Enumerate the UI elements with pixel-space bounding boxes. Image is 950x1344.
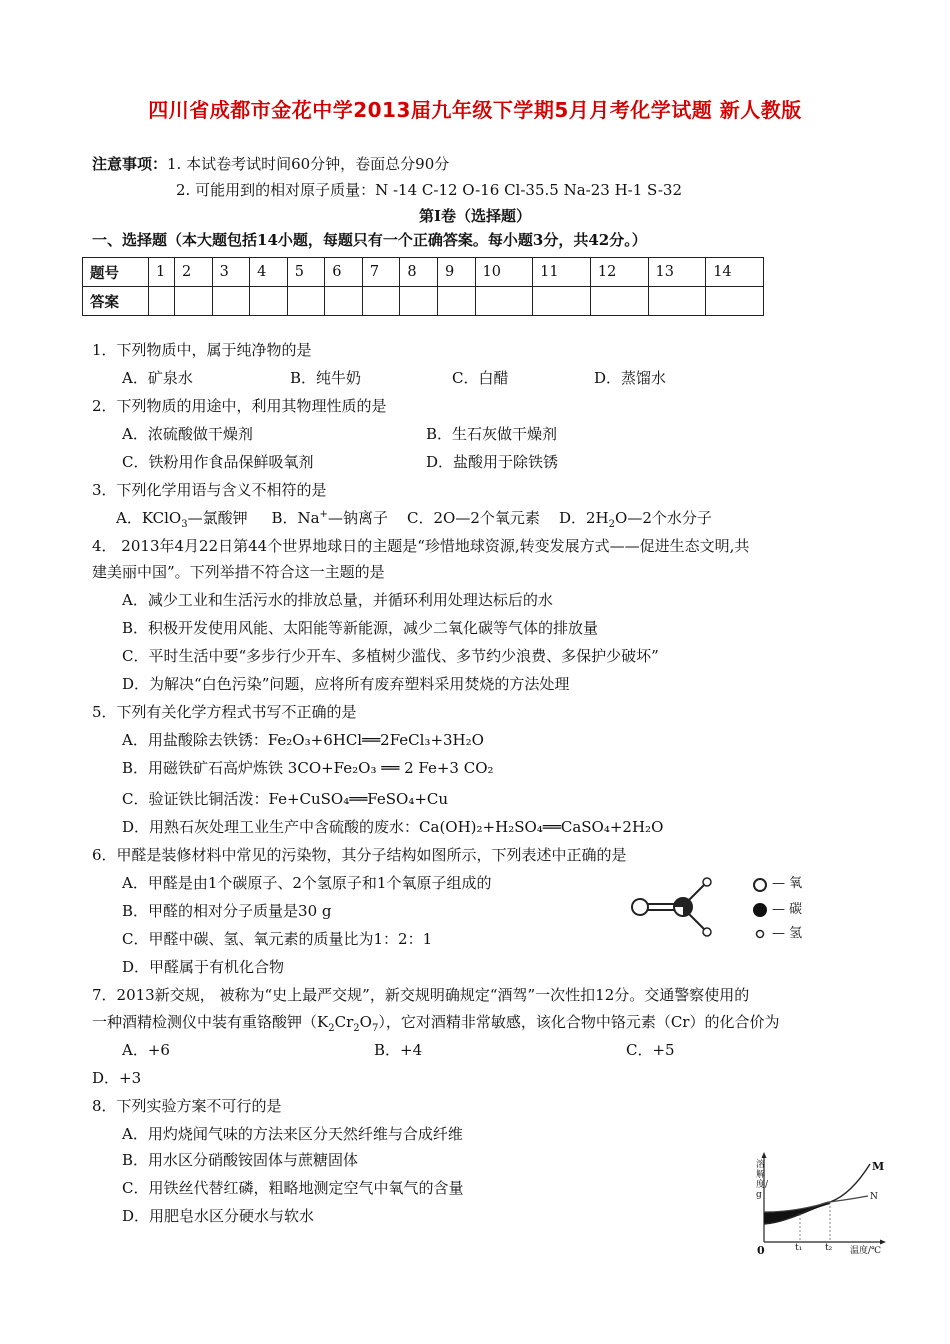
q3-a-sub: 3 [181,519,188,530]
q3-d-post: O—2个水分子 [615,509,712,527]
q2-stem: 2．下列物质的用途中，利用其物理性质的是 [92,397,387,415]
table-cell-label: 答案 [83,287,149,316]
curve-n [764,1196,868,1212]
q7-stem-post: ），它对酒精非常敏感，该化合物中铬元素（Cr）的化合价为 [378,1013,780,1031]
q3-option-b [271,509,388,527]
q3-option-a [116,509,248,530]
q7-stem-cr: Cr [334,1013,354,1031]
answer-blank[interactable] [212,287,250,316]
q5-stem: 5．下列有关化学方程式书写不正确的是 [92,703,357,721]
q6-option-b: B．甲醛的相对分子质量是30 g [122,902,332,920]
table-cell: 5 [287,258,325,287]
q8-option-d: D．用肥皂水区分硬水与软水 [122,1207,315,1225]
answer-blank[interactable] [175,287,213,316]
q4-option-b: B．积极开发使用风能、太阳能等新能源，减少二氧化碳等气体的排放量 [122,619,599,637]
legend-carbon-icon [753,903,767,917]
q1-option-c: C．白醋 [452,369,509,387]
solubility-curve-figure [752,1150,892,1258]
table-cell: 7 [362,258,400,287]
q8-option-b: B．用水区分硝酸铵固体与蔗糖固体 [122,1151,359,1169]
table-cell: 13 [648,258,706,287]
graph-curve-m-label: M [872,1160,885,1173]
formaldehyde-molecule-diagram [620,865,840,945]
notes-text-1: 1. 本试卷考试时间60分钟，卷面总分90分 [167,155,450,173]
q4-stem-line-2: 建美丽中国”。下列举措不符合这一主题的是 [92,563,385,581]
table-row [83,287,764,316]
q6-option-a: A．甲醛是由1个碳原子、2个氢原子和1个氧原子组成的 [122,874,492,892]
graph-curve-n-label: N [870,1192,878,1202]
q1-stem: 1．下列物质中，属于纯净物的是 [92,341,312,359]
q7-stem-line-1: 7．2013新交规， 被称为“史上最严交规”，新交规明确规定“酒驾”一次性扣12分。交通警察使用的 [92,986,750,1004]
q6-option-d: D．甲醛属于有机化合物 [122,958,285,976]
q3-b-sup: + [319,509,328,520]
table-cell: 9 [437,258,475,287]
q8-option-a: A．用灼烧闻气味的方法来区分天然纤维与合成纤维 [122,1125,463,1143]
answer-blank[interactable] [325,287,363,316]
q3-stem: 3．下列化学用语与含义不相符的是 [92,481,327,499]
molecule-structure [632,878,711,936]
volume-text: 第Ⅰ卷（选择题） [418,207,532,225]
bond-h2 [689,914,704,929]
legend-hydrogen-icon [757,931,764,938]
answer-blank[interactable] [475,287,533,316]
graph-y-label: 溶解度/g [756,1160,769,1200]
q8-option-c: C．用铁丝代替红磷，粗略地测定空气中氧气的含量 [122,1179,464,1197]
page-title: 四川省成都市金花中学2013届九年级下学期5月月考化学试题 新人教版 [148,98,802,122]
q3-a-post: —氯酸钾 [187,509,248,527]
q5-option-b: B．用磁铁矿石高炉炼铁 3CO+Fe₂O₃ ══ 2 Fe+3 CO₂ [122,759,494,777]
q3-d-pre: D．2H [558,509,609,527]
q1-option-d: D．蒸馏水 [594,369,667,387]
table-cell: 10 [475,258,533,287]
legend-hydrogen-label: — 氢 [772,926,803,941]
answer-blank[interactable] [533,287,591,316]
q3-options [116,508,712,528]
q4-option-d: D．为解决“白色污染”问题，应将所有废弃塑料采用焚烧的方法处理 [122,675,570,693]
table-cell: 4 [250,258,288,287]
section-heading: 一、选择题（本大题包括14小题，每题只有一个正确答案。每小题3分，共42分。） [92,231,647,249]
hydrogen-atom [703,928,711,936]
q5-option-c: C．验证铁比铜活泼：Fe+CuSO₄══FeSO₄+Cu [122,790,449,808]
q2-option-b: B．生石灰做干燥剂 [426,425,558,443]
answer-blank[interactable] [287,287,325,316]
q5-option-a: A．用盐酸除去铁锈：Fe₂O₃+6HCl══2FeCl₃+3H₂O [122,731,484,749]
graph-t1-label: t₁ [795,1243,803,1253]
carbon-atom-fill-2 [674,898,683,907]
q3-option-c: C．2O—2个氧元素 [407,509,540,527]
notes-line-1 [92,154,449,174]
table-cell: 3 [212,258,250,287]
table-cell: 6 [325,258,363,287]
q3-b-post: —钠离子 [327,509,388,527]
legend-carbon-label: — 碳 [772,902,803,917]
answer-blank[interactable] [706,287,764,316]
q2-option-c: C．铁粉用作食品保鲜吸氧剂 [122,453,314,471]
q4-option-c: C．平时生活中要“多步行少开车、多植树少滥伐、多节约少浪费、多保护少破坏” [122,647,659,665]
answer-table [82,257,764,316]
notes-label: 注意事项： [92,155,168,173]
answer-blank[interactable] [590,287,648,316]
q7-option-b: B．+4 [374,1041,423,1059]
q4-option-a: A．减少工业和生活污水的排放总量，并循环利用处理达标后的水 [122,591,553,609]
q5-option-d: D．用熟石灰处理工业生产中含硫酸的废水：Ca(OH)₂+H₂SO₄══CaSO₄+2H₂O [122,818,664,836]
q3-option-d [558,509,712,530]
legend-oxygen-label: — 氧 [772,876,803,891]
q6-option-c: C．甲醛中碳、氢、氧元素的质量比为1：2：1 [122,930,433,948]
q7-stem-line-2 [92,1012,779,1032]
table-cell: 8 [400,258,438,287]
q7-stem-pre: 一种酒精检测仪中装有重铬酸钾（K [92,1013,329,1031]
volume-heading [0,206,950,226]
answer-blank[interactable] [648,287,706,316]
table-cell: 12 [590,258,648,287]
oxygen-atom [632,899,648,915]
q1-option-a: A．矿泉水 [122,369,193,387]
table-cell: 14 [706,258,764,287]
answer-blank[interactable] [149,287,175,316]
q7-option-d: D．+3 [92,1069,142,1087]
table-cell: 11 [533,258,591,287]
q6-stem: 6．甲醛是装修材料中常见的污染物，其分子结构如图所示，下列表述中正确的是 [92,846,627,864]
q2-option-a: A．浓硫酸做干燥剂 [122,425,253,443]
answer-blank[interactable] [437,287,475,316]
q7-sub-3: 7 [371,1023,379,1034]
q7-option-c: C．+5 [626,1041,675,1059]
table-row [83,258,764,287]
q8-stem: 8．下列实验方案不可行的是 [92,1097,282,1115]
bond-h1 [689,885,704,900]
answer-blank[interactable] [400,287,438,316]
table-cell: 1 [149,258,175,287]
answer-blank[interactable] [362,287,400,316]
graph-origin-label: 0 [757,1244,765,1257]
y-axis-arrow [762,1152,767,1158]
q7-sub-1: 2 [328,1023,335,1034]
answer-blank[interactable] [250,287,288,316]
notes-line-2: 2. 可能用到的相对原子质量：N -14 C-12 O-16 Cl-35.5 Na-23 H-1 S-32 [176,181,683,199]
q3-d-sub: 2 [608,519,616,530]
q3-b-pre: B．Na [271,509,320,527]
hydrogen-atom [703,878,711,886]
q4-stem-line-1: 4． 2013年4月22日第44个世界地球日的主题是“珍惜地球资源,转变发展方式——促进生态文明,共 [92,537,750,555]
table-cell: 2 [175,258,213,287]
graph-t2-label: t₂ [825,1243,833,1253]
q7-option-a: A．+6 [122,1041,170,1059]
q7-stem-o: O [359,1013,372,1031]
table-cell-label: 题号 [83,258,149,287]
graph-x-label: 温度/℃ [850,1246,882,1256]
legend-oxygen-icon [754,879,766,891]
q7-sub-2: 2 [353,1023,360,1034]
molecule-legend [753,879,767,938]
q3-a-pre: A．KClO [116,509,182,527]
q1-option-b: B．纯牛奶 [290,369,362,387]
q2-option-d: D．盐酸用于除铁锈 [426,453,559,471]
